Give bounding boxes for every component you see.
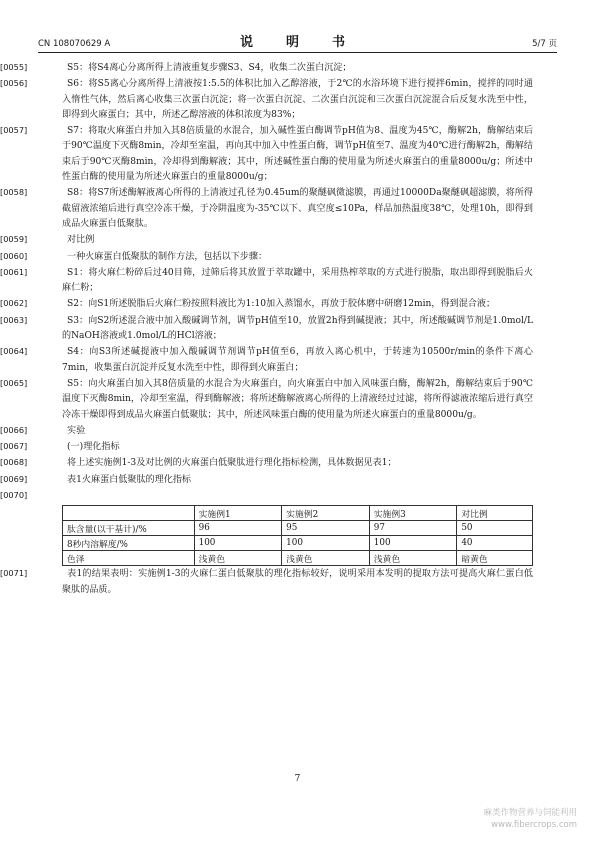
paragraph-number: [0069] (0, 473, 28, 484)
paragraph-text: 实验 (67, 425, 86, 436)
paragraph-number: [0058] (0, 187, 28, 198)
paragraph-number: [0060] (0, 250, 28, 261)
paragraph-text: 将上述实施例1-3及对比例的火麻蛋白低聚肽进行理化指标检测，具体数据见表1； (67, 458, 397, 469)
page-number: 7 (294, 774, 301, 784)
paragraph-number: [0066] (0, 424, 28, 435)
paragraph-number: [0068] (0, 457, 28, 468)
paragraph-text: 表1的结果表明：实施例1-3的火麻仁蛋白低聚肽的理化指标较好，说明采用本发明的提取方法可提高火麻仁蛋白低聚肽的品质。 (62, 569, 533, 595)
table-header-row (63, 506, 533, 521)
paragraph-number: [0064] (0, 346, 28, 357)
table-cell: 97 (369, 521, 457, 536)
paragraph (0, 472, 533, 488)
table-cell: 暗黄色 (457, 551, 533, 566)
table-cell: 浅黄色 (194, 551, 282, 566)
paragraph (0, 296, 533, 312)
paragraph-number: [0061] (0, 266, 28, 277)
paragraph-number: [0055] (0, 62, 28, 72)
paragraph-number: [0059] (0, 234, 28, 245)
paragraph (0, 232, 533, 248)
table-cell: 100 (194, 536, 282, 551)
paragraph-number: [0062] (0, 298, 28, 309)
paragraph-text: S5：向火麻蛋白加入其8倍质量的水混合为火麻蛋白，向火麻蛋白中加入风味蛋白酶，酶解2h，酶解结束后于90℃温度下灭酶8min，冷却至室温，得到酶解液；将所述酶解液离心所得的上清液经过过滤，将所得滤液浓缩后进行真空冷冻干燥即得到成品火麻蛋白低聚肽；其中，所述风味蛋白酶的使用量为所述火麻蛋白的重量8000u/g。 (62, 378, 533, 420)
table-cell: 浅黄色 (282, 551, 370, 566)
properties-table (62, 505, 533, 566)
paragraph (0, 249, 533, 265)
paragraph-number: [0065] (0, 377, 28, 388)
paragraph-text: 表1火麻蛋白低聚肽的理化指标 (67, 474, 192, 485)
table-cell: 色泽 (63, 551, 195, 566)
table-header-cell: 实施例3 (369, 506, 457, 521)
table-cell: 40 (457, 536, 533, 551)
table-cell: 8秒内溶解度/% (63, 536, 195, 551)
paragraph-text: 对比例 (67, 235, 95, 246)
paragraph-text: S3：向S2所述混合液中加入酸碱调节剂，调节pH值至10，放置2h得到碱提液；其中，所述酸碱调节剂是1.0mol/L的NaOH溶液或1.0mol/L的HCl溶液； (62, 315, 533, 342)
table-row (63, 536, 533, 551)
table-cell: 肽含量(以干基计)/% (63, 521, 195, 536)
paragraph (0, 344, 533, 376)
paragraph-number: [0063] (0, 314, 28, 325)
paragraph-text: S4：向S3所述碱提液中加入酸碱调节剂调节pH值至6，再放入离心机中，于转速为10500r/min的条件下离心7min，收集蛋白沉淀并反复水洗至中性，即得到火麻蛋白； (62, 347, 533, 373)
paragraph-number: [0056] (0, 78, 28, 89)
paragraph-text: S5：将S4离心分离所得上清液重复步骤S3、S4，收集二次蛋白沉淀； (67, 63, 352, 73)
paragraph-text: S6：将S5离心分离所得上清液按1:5.5的体积比加入乙醇溶液，于2℃的水浴环境下进行搅拌6min，搅拌的同时通入惰性气体，然后离心收集三次蛋白沉淀；将一次蛋白沉淀、二次蛋白沉淀和三次蛋白沉淀混合后反复水洗至中性，即得到火麻蛋白；其中，所述乙醇溶液的体积浓度为83%； (62, 79, 533, 120)
table-row (63, 551, 533, 566)
paragraph (0, 265, 533, 297)
page-info: 5/7 页 (532, 39, 557, 49)
paragraph-text: S1：将火麻仁粉碎后过40目筛，过筛后将其放置于萃取罐中，采用热榨萃取的方式进行脱脂，取出即得到脱脂后火麻仁粉； (62, 267, 533, 294)
table-header-cell: 对比例 (457, 506, 533, 521)
document-body (0, 60, 533, 598)
paragraph-text: 一种火麻蛋白低聚肽的制作方法，包括以下步骤： (67, 251, 268, 262)
table-header-cell: 实施例1 (194, 506, 282, 521)
paragraph-text: S7：将取火麻蛋白并加入其8倍质量的水混合，加入碱性蛋白酶调节pH值为8、温度为45℃，酶解2h，酶解结束后于90℃温度下灭酶8min，冷却至室温，再向其中加入中性蛋白酶，调节pH值至7、温度为40℃进行酶解2h，酶解结束后于90℃灭酶8min，冷却得到酶解液；其中，所述碱性蛋白酶的使用量为所述火麻蛋白的重量8000u/g；所述中性蛋白酶的使用量为所述火麻蛋白的重量8000u/g； (62, 126, 533, 183)
patent-number: CN 108070629 A (38, 39, 111, 49)
paragraph-number: [0067] (0, 441, 28, 452)
paragraph-text: S2：向S1所述脱脂后火麻仁粉按照料液比为1:10加入蒸馏水，再放于胶体磨中研磨12min，得到混合液； (67, 299, 496, 310)
paragraph (0, 488, 533, 504)
paragraph (0, 455, 533, 471)
table-cell: 50 (457, 521, 533, 536)
page-header (38, 30, 557, 53)
watermark (483, 807, 577, 831)
paragraph (0, 123, 533, 185)
table-cell: 95 (282, 521, 370, 536)
table-cell: 100 (369, 536, 457, 551)
paragraph (0, 313, 533, 345)
watermark-line2: www.fibercrops.com (491, 820, 577, 830)
document-type-title: 说 明 书 (239, 35, 355, 50)
table-cell: 96 (194, 521, 282, 536)
paragraph-text: S8：将S7所述酶解液离心所得的上清液过孔径为0.45um的聚醚砜微滤膜，再通过10000Da聚醚砜超滤膜，将所得截留液浓缩后进行真空冷冻干燥，于冷阱温度为-35℃以下、真空度≤10Pa，样品加热温度38℃，处理10h，即得到成品火麻蛋白低聚肽。 (62, 188, 533, 229)
paragraph (0, 185, 533, 232)
table-cell: 浅黄色 (369, 551, 457, 566)
paragraph (0, 423, 533, 439)
table-header-cell: 实施例2 (282, 506, 370, 521)
paragraph-text: (一)理化指标 (67, 442, 120, 453)
paragraph (0, 76, 533, 123)
watermark-line1: 麻类作物营养与饲能利用 (483, 808, 577, 818)
paragraph-number: [0070] (0, 490, 28, 501)
table-row (63, 521, 533, 536)
paragraph-number: [0071] (0, 568, 28, 579)
paragraph (0, 439, 533, 455)
paragraph-number: [0057] (0, 125, 28, 136)
paragraph (0, 376, 533, 423)
table-header-cell (63, 506, 195, 521)
paragraph (0, 60, 533, 76)
paragraph (0, 566, 533, 598)
table-cell: 100 (282, 536, 370, 551)
